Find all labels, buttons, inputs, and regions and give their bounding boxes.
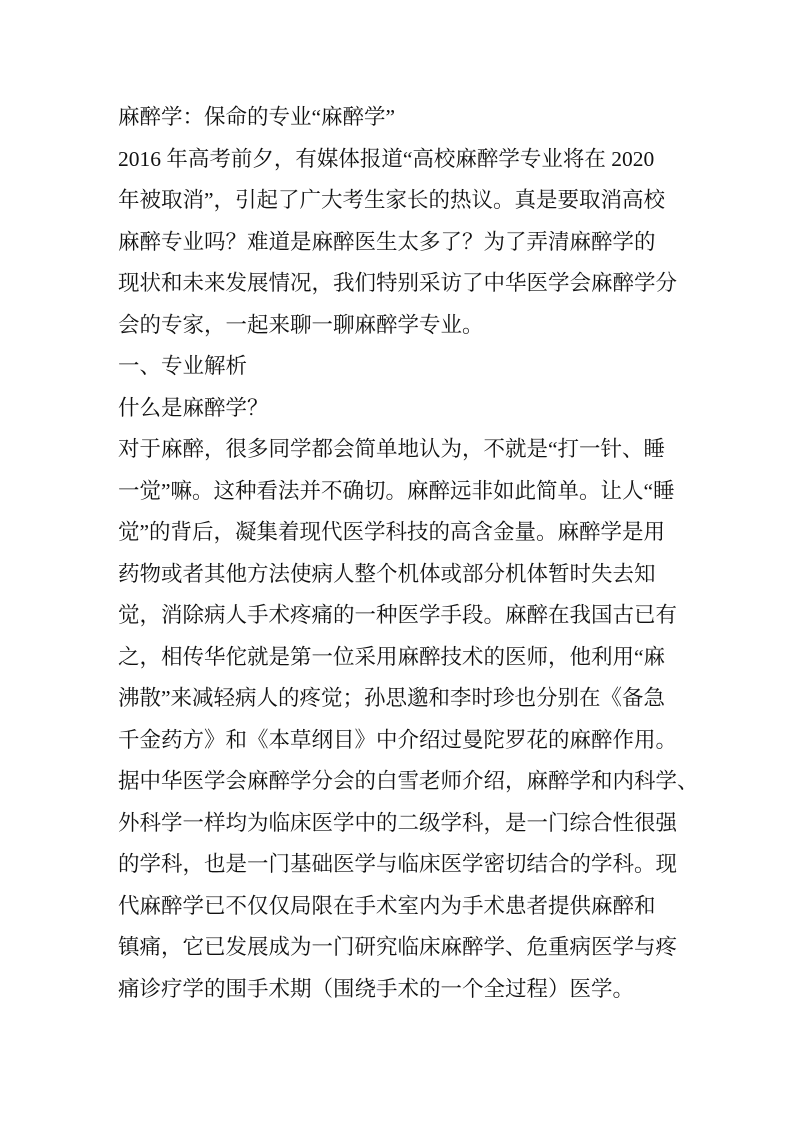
text-line: 代麻醉学已不仅仅局限在手术室内为手术患者提供麻醉和 xyxy=(118,893,656,918)
text-line: 千金药方》和《本草纲目》中介绍过曼陀罗花的麻醉作用。 xyxy=(118,727,678,752)
text-line: 镇痛，它已发展成为一门研究临床麻醉学、危重病医学与疼 xyxy=(118,935,678,959)
text-line: 药物或者其他方法使病人整个机体或部分机体暂时失去知 xyxy=(118,561,656,586)
document-body xyxy=(118,97,718,1010)
text-line: 2016 年高考前夕，有媒体报道“高校麻醉学专业将在 2020 xyxy=(118,146,655,171)
text-line: 痛诊疗学的围手术期（围绕手术的一个全过程）医学。 xyxy=(118,976,635,1001)
text-line: 觉”的背后，凝集着现代医学科技的高含金量。麻醉学是用 xyxy=(118,520,666,544)
text-line: 麻醉专业吗？难道是麻醉医生太多了？为了弄清麻醉学的 xyxy=(118,229,656,254)
text-line: 的学科，也是一门基础医学与临床医学密切结合的学科。现 xyxy=(118,852,678,876)
text-line: 沸散”来减轻病人的疼觉；孙思邈和李时珍也分别在《备急 xyxy=(118,686,666,710)
text-line: 一觉”嘛。这种看法并不确切。麻醉远非如此简单。让人“睡 xyxy=(118,478,675,503)
text-line: 现状和未来发展情况，我们特别采访了中华医学会麻醉学分 xyxy=(118,271,678,295)
text-line: 年被取消”，引起了广大考生家长的热议。真是要取消高校 xyxy=(118,188,666,212)
text-line: 之，相传华佗就是第一位采用麻醉技术的医师，他利用“麻 xyxy=(118,644,666,669)
text-line: 外科学一样均为临床医学中的二级学科，是一门综合性很强 xyxy=(118,810,678,835)
document-title: 麻醉学：保命的专业“麻醉学” xyxy=(118,105,396,129)
text-line: 觉，消除病人手术疼痛的一种医学手段。麻醉在我国古已有 xyxy=(118,603,678,627)
text-line: 据中华医学会麻醉学分会的白雪老师介绍，麻醉学和内科学、 xyxy=(118,769,699,793)
text-line: 对于麻醉，很多同学都会简单地认为，不就是“打一针、睡 xyxy=(118,437,666,461)
section-heading: 一、专业解析 xyxy=(118,354,248,378)
subsection-heading: 什么是麻醉学？ xyxy=(118,395,269,420)
text-line: 会的专家，一起来聊一聊麻醉学专业。 xyxy=(118,312,484,337)
